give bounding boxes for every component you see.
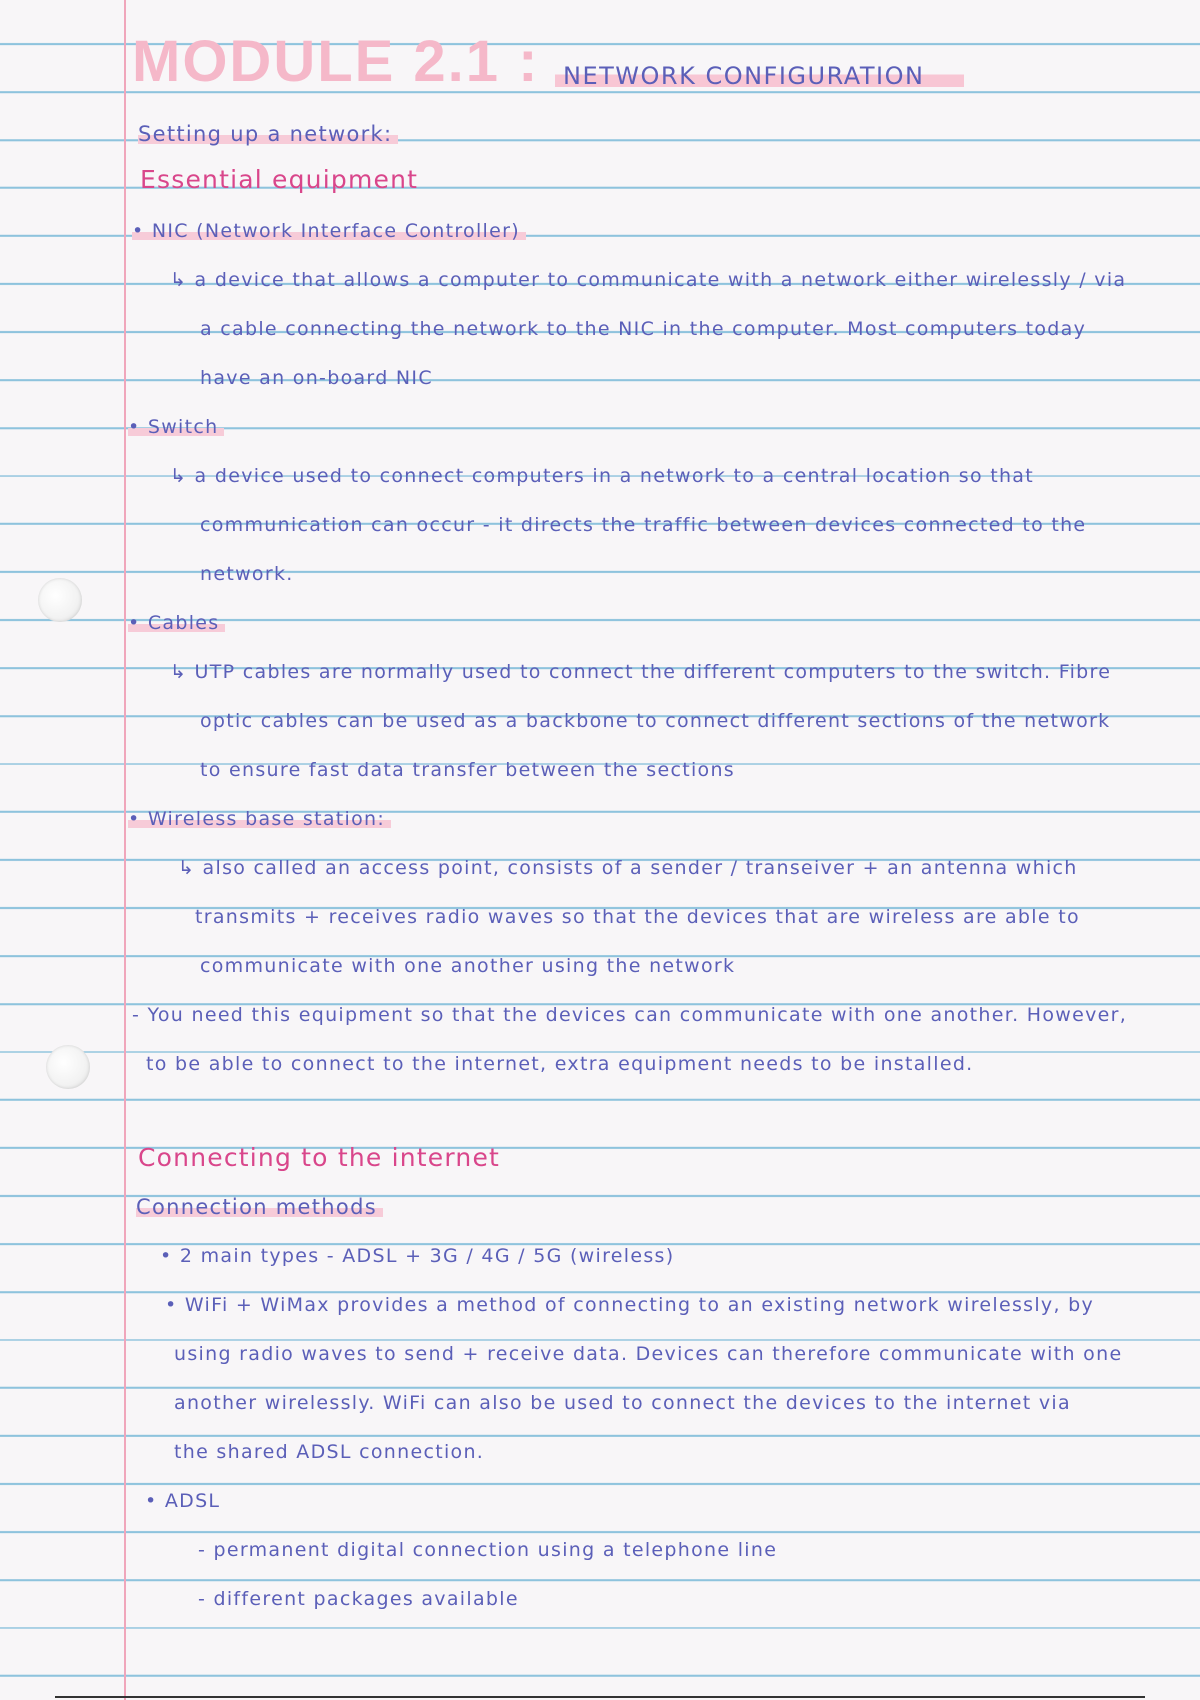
text-line: to ensure fast data transfer between the sections — [200, 759, 735, 781]
bullet-nic: • NIC (Network Interface Controller) — [132, 220, 526, 242]
text-line: • 2 main types - ADSL + 3G / 4G / 5G (wireless) — [160, 1245, 675, 1267]
bullet-cables: • Cables — [128, 612, 225, 634]
module-subtitle: NETWORK CONFIGURATION — [555, 62, 964, 90]
text-line: - different packages available — [198, 1588, 519, 1610]
punch-hole-top — [38, 578, 82, 622]
subheading-essential-equipment: Essential equipment — [140, 165, 419, 194]
text-line: network. — [200, 563, 294, 585]
bottom-rule — [55, 1696, 1145, 1698]
text-line: have an on-board NIC — [200, 367, 433, 389]
text-line: ↳ also called an access point, consists of a sender / transeiver + an antenna which — [178, 857, 1078, 879]
text-line: ↳ a device that allows a computer to communicate with a network either wirelessly / via — [170, 269, 1127, 291]
section-heading-internet: Connecting to the internet — [138, 1143, 501, 1172]
bullet-adsl: • ADSL — [145, 1490, 221, 1512]
subheading-connection-methods: Connection methods — [136, 1195, 383, 1219]
punch-hole-bottom — [46, 1045, 90, 1089]
text-line: - permanent digital connection using a telephone line — [198, 1539, 778, 1561]
section-heading-setup: Setting up a network: — [138, 122, 398, 146]
text-line: to be able to connect to the internet, extra equipment needs to be installed. — [146, 1053, 974, 1075]
text-line: • WiFi + WiMax provides a method of connecting to an existing network wirelessly, by — [165, 1294, 1095, 1316]
module-title: MODULE 2.1 : — [132, 29, 540, 94]
text-line: ↳ a device used to connect computers in a network to a central location so that — [170, 465, 1034, 487]
text-line: transmits + receives radio waves so that the devices that are wireless are able to — [195, 906, 1080, 928]
text-line: the shared ADSL connection. — [174, 1441, 485, 1463]
bullet-wireless-base-station: • Wireless base station: — [128, 808, 391, 830]
text-line: another wirelessly. WiFi can also be used to connect the devices to the internet via — [174, 1392, 1071, 1414]
text-line: - You need this equipment so that the devices can communicate with one another. However, — [132, 1004, 1128, 1026]
text-line: communicate with one another using the network — [200, 955, 736, 977]
margin-line — [124, 0, 126, 1700]
text-line: ↳ UTP cables are normally used to connect the different computers to the switch. Fibre — [170, 661, 1112, 683]
bullet-switch: • Switch — [128, 416, 224, 438]
text-line: a cable connecting the network to the NIC in the computer. Most computers today — [200, 318, 1087, 340]
text-line: optic cables can be used as a backbone to connect different sections of the network — [200, 710, 1111, 732]
text-line: using radio waves to send + receive data. Devices can therefore communicate with one — [174, 1343, 1123, 1365]
text-line: communication can occur - it directs the traffic between devices connected to the — [200, 514, 1087, 536]
